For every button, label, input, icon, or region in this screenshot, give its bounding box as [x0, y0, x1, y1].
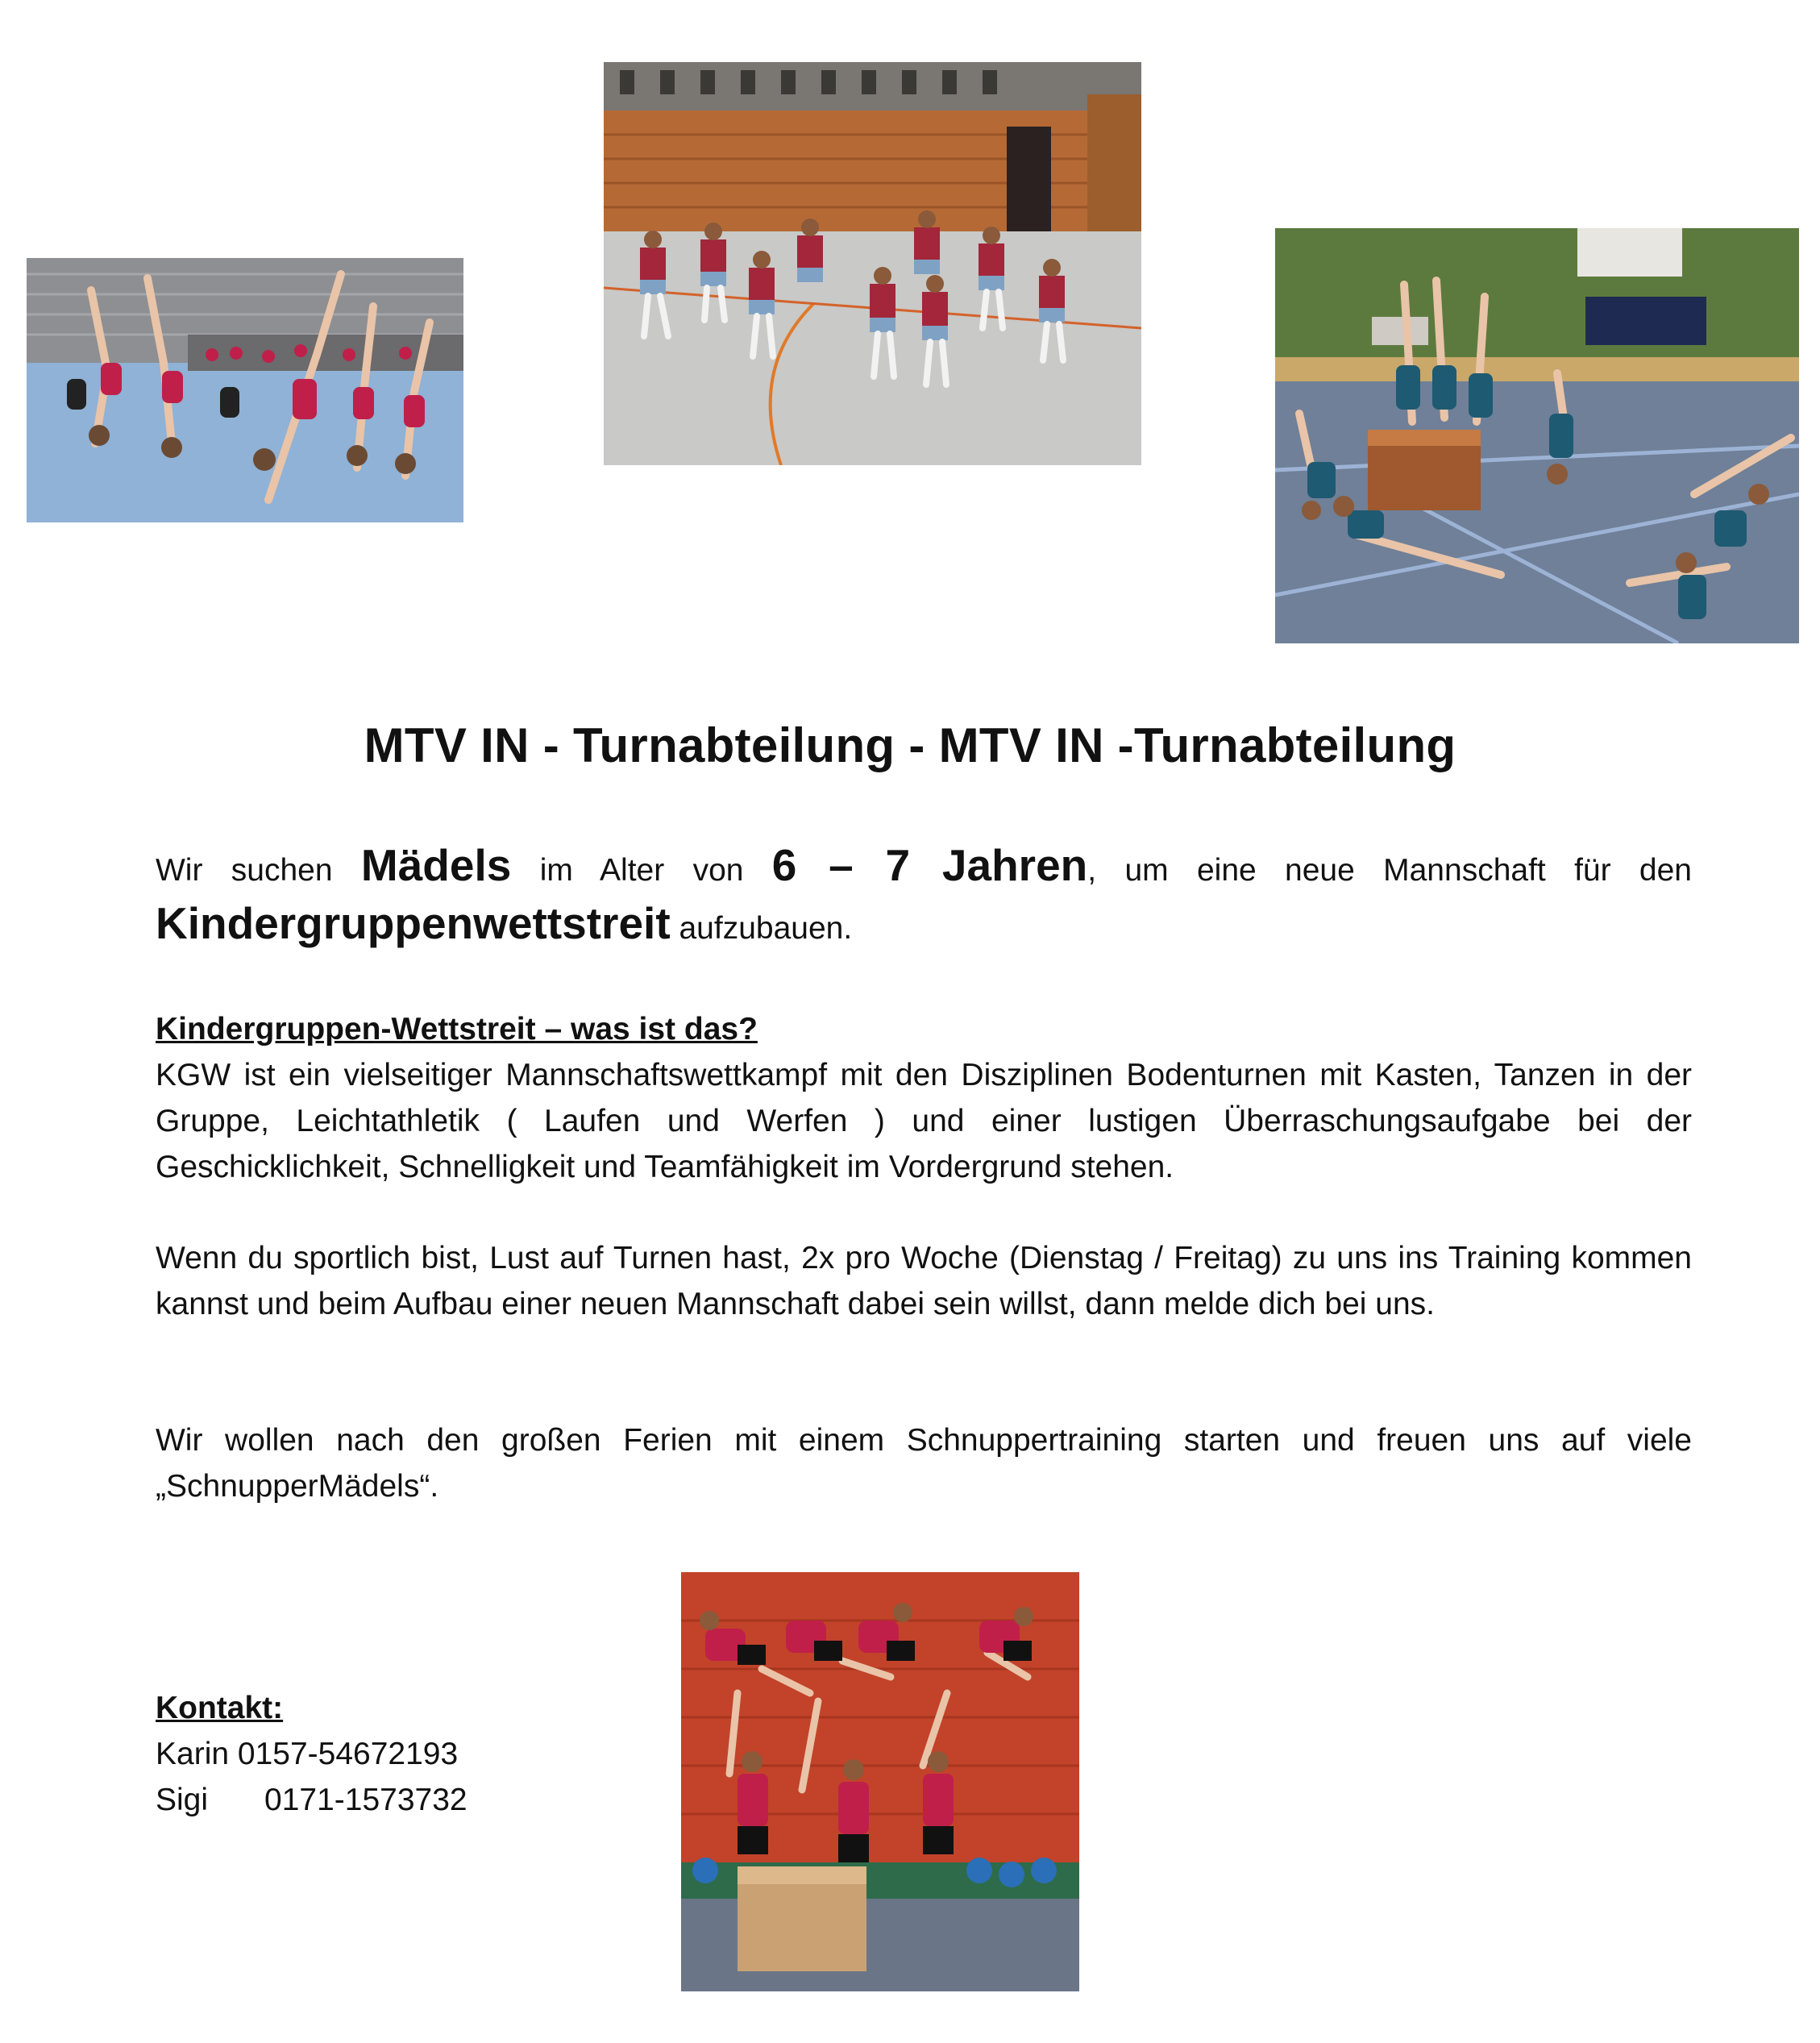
intro-text-4: aufzubauen.	[670, 911, 853, 946]
intro-text-3: , um eine neue Mannschaft für den	[1087, 853, 1692, 888]
photo-girls-dance-formation	[604, 62, 1141, 465]
intro-paragraph	[156, 840, 1692, 893]
contact-name: Sigi	[156, 1783, 209, 1817]
kgw-heading: Kindergruppen-Wettstreit – was ist das?	[156, 1012, 758, 1046]
kgw-description: KGW ist ein vielseitiger Mannschaftswettkampf mit den Disziplinen Bodenturnen mit Kasten, Tanzen in der Gruppe, Leichtathletik ( Laufen und Werfen ) und einer lustigen Überraschungsaufgabe bei der Geschicklichkeit, Schnelligkeit und Teamfähigkeit im Vordergrund stehen.	[156, 1058, 1692, 1184]
contact-entry-karin	[156, 1731, 1692, 1777]
training-paragraph: Wenn du sportlich bist, Lust auf Turnen hast, 2x pro Woche (Dienstag / Freitag) zu uns ins Training kommen kannst und beim Aufbau einer neuen Mannschaft dabei sein willst, dann melde dich bei uns.	[156, 1241, 1692, 1321]
photo-children-cartwheels	[27, 258, 463, 522]
intro-highlight-kgw: Kindergruppenwettstreit	[156, 898, 671, 948]
schnupper-paragraph: Wir wollen nach den großen Ferien mit einem Schnuppertraining starten und freuen uns auf viele „SchnupperMädels“.	[156, 1423, 1692, 1504]
contact-heading: Kontakt:	[156, 1691, 284, 1725]
intro-highlight-age: 6 – 7 Jahren	[771, 840, 1088, 890]
page-title: MTV IN - Turnabteilung - MTV IN -Turnabteilung	[364, 718, 1456, 773]
contact-phone: 0157-54672193	[237, 1737, 459, 1771]
contact-name: Karin	[156, 1737, 230, 1771]
intro-text-1: Wir suchen	[156, 853, 361, 888]
intro-highlight-maedels: Mädels	[360, 840, 512, 890]
intro-text-2: im Alter von	[511, 853, 772, 888]
intro-paragraph-line-2	[156, 898, 1692, 951]
contact-entry-sigi	[156, 1777, 1692, 1823]
photo-girls-vaulting-box	[1275, 228, 1799, 643]
contact-phone: 0171-1573732	[264, 1783, 467, 1817]
